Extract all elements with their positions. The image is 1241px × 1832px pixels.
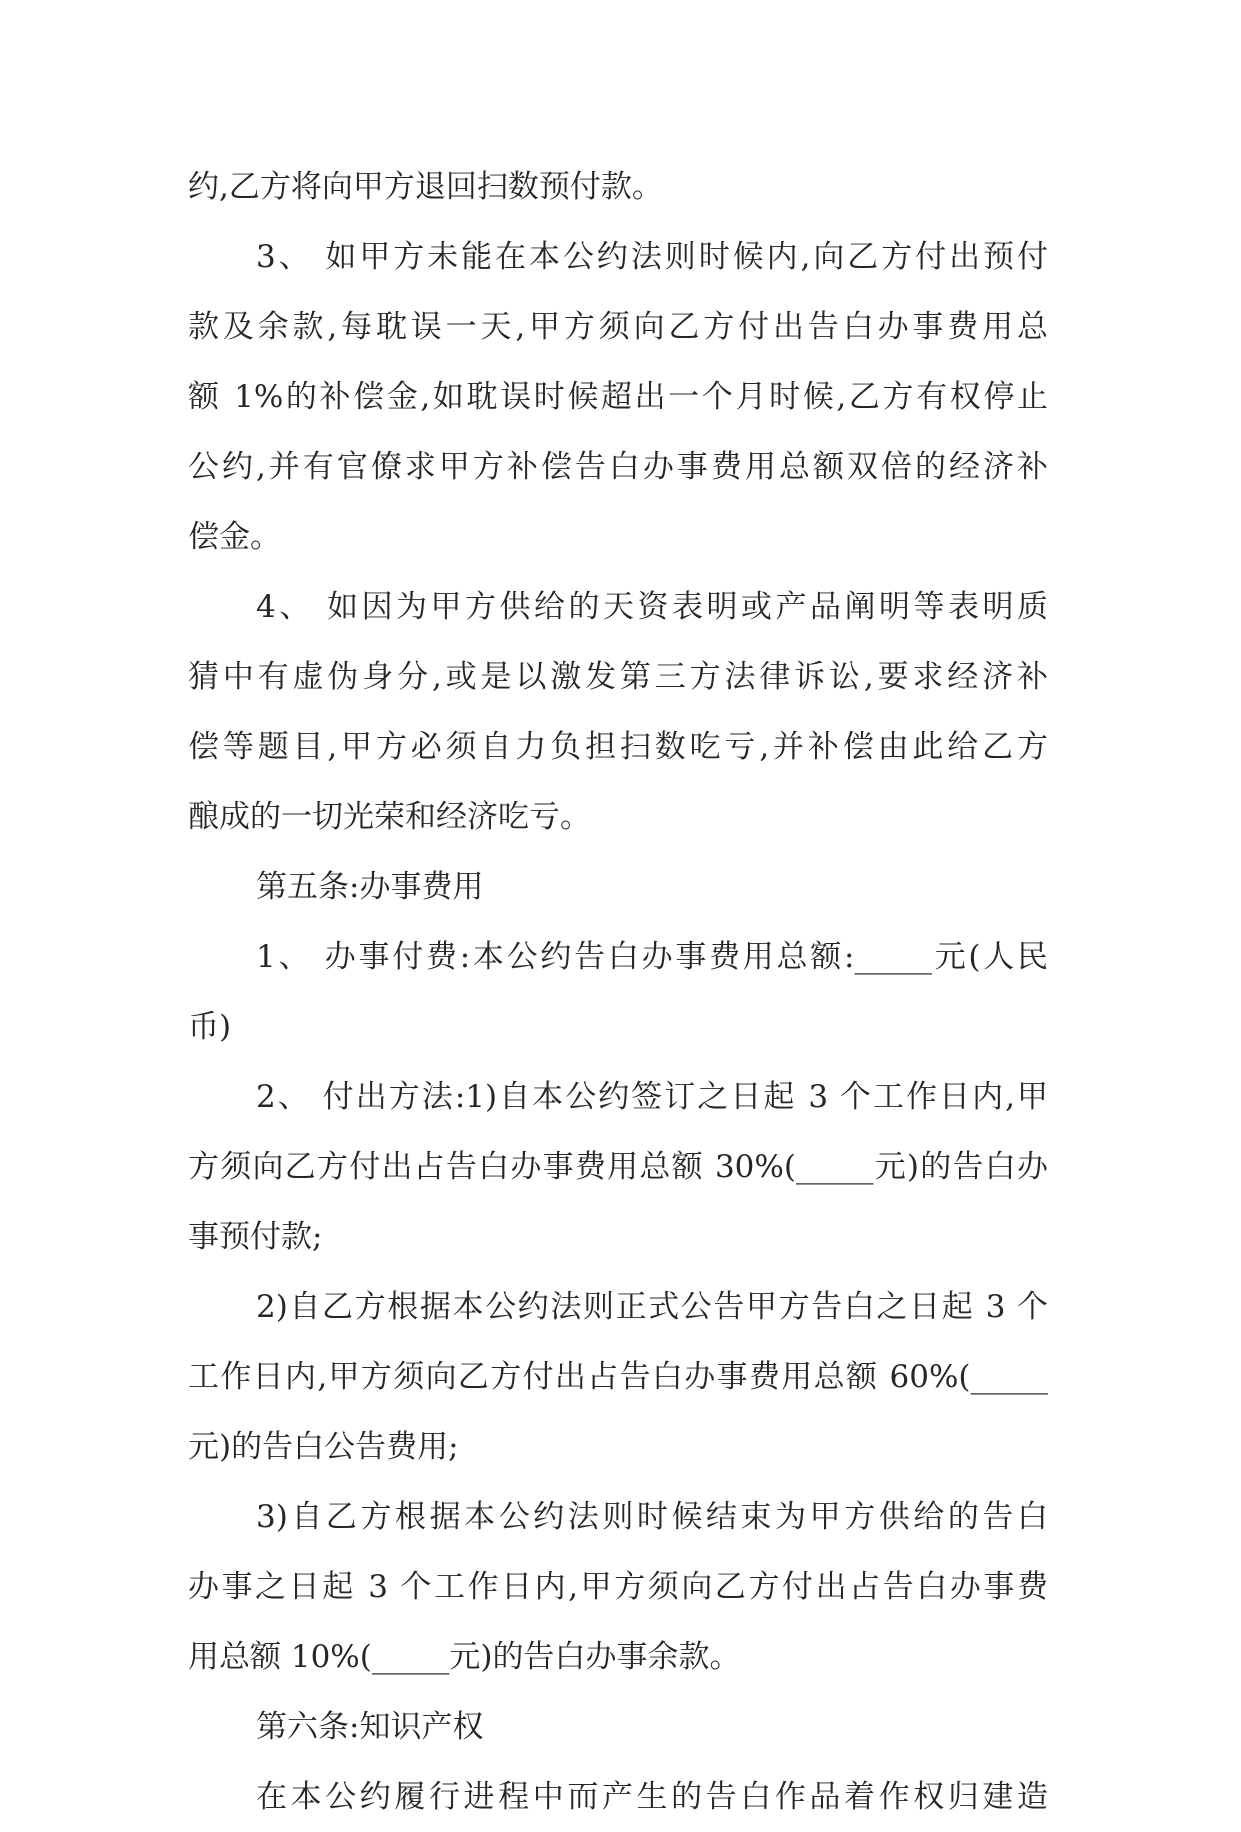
text-line: 偿等题目,甲方必须自力负担扫数吃亏,并补偿由此给乙方 — [188, 729, 1048, 765]
text-line: 元)的告白公告费用; — [188, 1429, 459, 1465]
text-line: 币) — [188, 1009, 232, 1045]
text-line: 工作日内,甲方须向乙方付出占告白办事费用总额 60%(_____ — [188, 1359, 1048, 1395]
clause-4-line: 4、 如因为甲方供给的天资表明或产品阐明等表明质 — [256, 589, 1048, 625]
text-line: 酿成的一切光荣和经济吃亏。 — [188, 799, 591, 835]
clause-2-line: 2、 付出方法:1)自本公约签订之日起 3 个工作日内,甲 — [256, 1079, 1048, 1115]
text-line: 约,乙方将向甲方退回扫数预付款。 — [188, 169, 663, 205]
document-body — [188, 152, 1048, 1832]
text-line: 方须向乙方付出占告白办事费用总额 30%(_____元)的告白办 — [188, 1149, 1048, 1185]
text-line: 用总额 10%(_____元)的告白办事余款。 — [188, 1639, 741, 1675]
subclause-3-line: 3)自乙方根据本公约法则时候结束为甲方供给的告白 — [256, 1499, 1048, 1535]
text-line: 办事之日起 3 个工作日内,甲方须向乙方付出占告白办事费 — [188, 1569, 1048, 1605]
text-line: 猜中有虚伪身分,或是以激发第三方法律诉讼,要求经济补 — [188, 659, 1048, 695]
text-line: 偿金。 — [188, 519, 281, 555]
text-line: 公约,并有官僚求甲方补偿告白办事费用总额双倍的经济补 — [188, 449, 1048, 485]
section-heading-5: 第五条:办事费用 — [256, 869, 484, 905]
subclause-2-line: 2)自乙方根据本公约法则正式公告甲方告白之日起 3 个 — [256, 1289, 1048, 1325]
text-line: 事预付款; — [188, 1219, 323, 1255]
section-heading-6: 第六条:知识产权 — [256, 1709, 484, 1745]
text-line: 在本公约履行进程中而产生的告白作品着作权归建造 — [256, 1779, 1048, 1815]
clause-1-line: 1、 办事付费:本公约告白办事费用总额:_____元(人民 — [256, 939, 1048, 975]
text-line: 额 1%的补偿金,如耽误时候超出一个月时候,乙方有权停止 — [188, 379, 1048, 415]
clause-3-line: 3、 如甲方未能在本公约法则时候内,向乙方付出预付 — [256, 239, 1048, 275]
text-line: 款及余款,每耽误一天,甲方须向乙方付出告白办事费用总 — [188, 309, 1048, 345]
